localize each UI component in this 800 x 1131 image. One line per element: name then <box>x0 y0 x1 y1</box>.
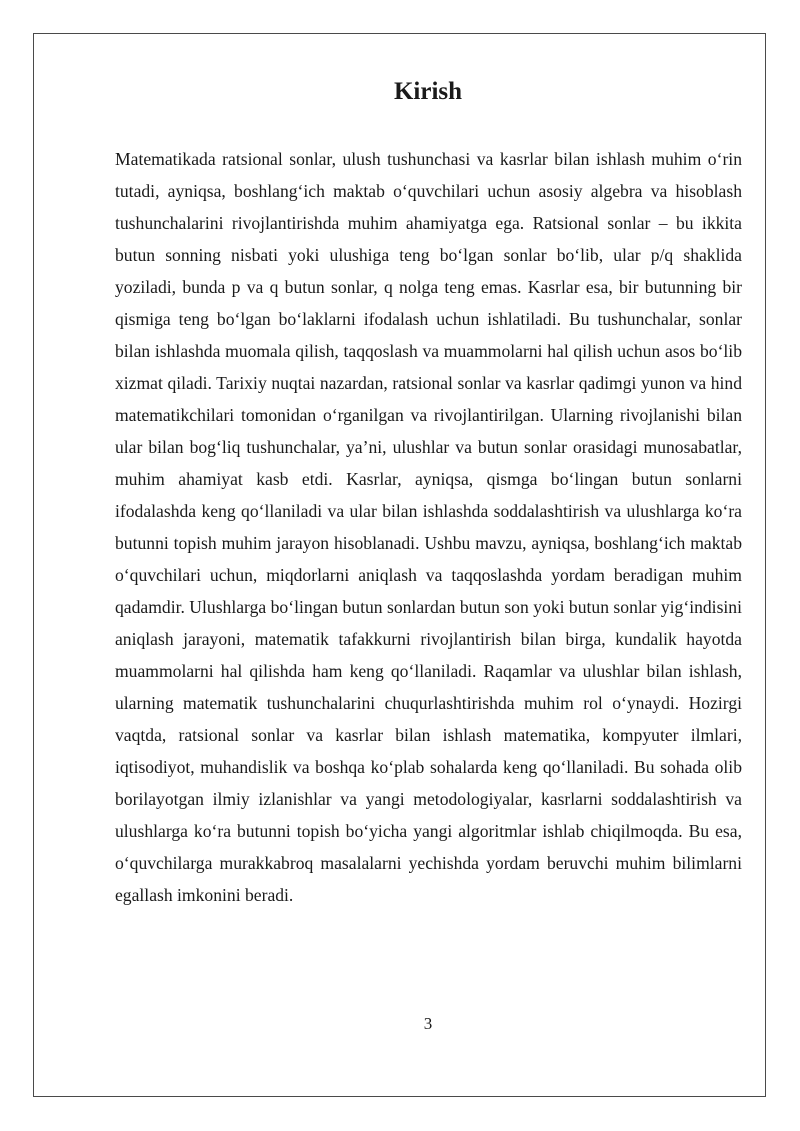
page-title: Kirish <box>393 78 463 105</box>
body-paragraph: Matematikada ratsional sonlar, ulush tushunchasi va kasrlar bilan ishlash muhim o‘rin tutadi, ayniqsa, boshlang‘ich maktab o‘quvchilari uchun asosiy algebra va hisoblash tushunchalarini rivojlantirishda muhim ahamiyatga ega. Ratsional sonlar – bu ikkita butun sonning nisbati yoki ulushiga teng bo‘lgan sonlar bo‘lib, ular p/q shaklida yoziladi, bunda p va q butun sonlar, q nolga teng emas. Kasrlar esa, bir butunning bir qismiga teng bo‘lgan bo‘laklarni ifodalash uchun ishlatiladi. Bu tushunchalar, sonlar bilan ishlashda muomala qilish, taqqoslash va muammolarni hal qilish uchun asos bo‘lib xizmat qiladi. Tarixiy nuqtai nazardan, ratsional sonlar va kasrlar qadimgi yunon va hind matematikchilari tomonidan o‘rganilgan va rivojlantirilgan. Ularning rivojlanishi bilan ular bilan bog‘liq tushunchalar, ya’ni, ulushlar va butun sonlar orasidagi munosabatlar, muhim ahamiyat kasb etdi. Kasrlar, ayniqsa, qismga bo‘lingan butun sonlarni ifodalashda keng qo‘llaniladi va ular bilan ishlashda soddalashtirish va ulushlarga ko‘ra butunni topish muhim jarayon hisoblanadi. Ushbu mavzu, ayniqsa, boshlang‘ich maktab o‘quvchilari uchun, miqdorlarni aniqlash va taqqoslashda yordam beradigan muhim qadamdir. Ulushlarga bo‘lingan butun sonlardan butun son yoki butun sonlar yig‘indisini aniqlash jarayoni, matematik tafakkurni rivojlantirish bilan birga, kundalik hayotda muammolarni hal qilishda ham keng qo‘llaniladi. Raqamlar va ulushlar bilan ishlash, ularning matematik tushunchalarini chuqurlashtirishda muhim rol o‘ynaydi. Hozirgi vaqtda, ratsional sonlar va kasrlar bilan ishlash matematika, kompyuter ilmlari, iqtisodiyot, muhandislik va boshqa ko‘plab sohalarda keng qo‘llaniladi. Bu sohada olib borilayotgan ilmiy izlanishlar va yangi metodologiyalar, kasrlarni soddalashtirish va ulushlarga ko‘ra butunni topish bo‘yicha yangi algoritmlar ishlab chiqilmoqda. Bu esa, o‘quvchilarga murakkabroq masalalarni yechishda yordam beruvchi muhim bilimlarni egallash imkonini beradi. <box>115 149 742 905</box>
page-number: 3 <box>423 1014 433 1033</box>
